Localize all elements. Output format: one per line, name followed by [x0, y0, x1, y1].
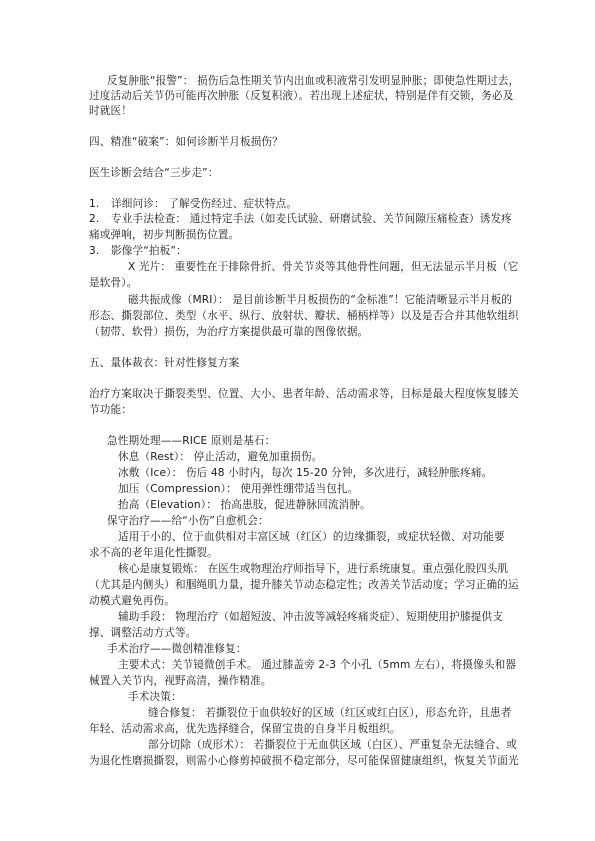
para-swelling-line-2: 过度活动后关节仍可能再次肿胀（反复积液）。若出现上述症状，特别是伴有交锁，务必及: [89, 90, 514, 102]
mri-line-2: 形态、撕裂部位、类型（水平、纵行、放射状、瓣状、桶柄样等）以及是否合并其他软组织: [89, 310, 519, 322]
rice-rest: 休息（Rest）： 停止活动，避免加重损伤。: [118, 451, 323, 463]
treatment-intro-1: 治疗方案取决于撕裂类型、位置、大小、患者年龄、活动需求等，目标是最大程度恢复膝关: [89, 388, 519, 400]
diagnosis-intro: 医生诊断会结合“三步走”：: [89, 167, 219, 179]
list-text: 详细问诊： 了解受伤经过、症状特点。: [111, 198, 298, 210]
rehab-line-1: 核心是康复锻炼： 在医生或物理治疗师指导下，进行系统康复。重点强化股四头肌: [118, 563, 509, 575]
rice-elevation: 抬高（Elevation）： 抬高患肢，促进静脉回流消肿。: [118, 499, 371, 511]
suitability-line-2: 求不高的老年退化性撕裂。: [89, 547, 218, 559]
treatment-intro-2: 节功能：: [89, 404, 132, 416]
list-item-1: [89, 197, 297, 211]
conservative-heading: 保守治疗——给“小伤”自愈机会：: [107, 515, 269, 527]
list-item-2-cont: 痛或弹响，初步判断损伤位置。: [89, 229, 240, 241]
para-swelling-line-3: 时就医！: [89, 105, 132, 117]
acute-heading: 急性期处理——RICE 原则是基石：: [107, 435, 276, 447]
surgery-heading: 手术治疗——微创精准修复：: [107, 643, 247, 655]
xray-line-1: X 光片： 重要性在于排除骨折、骨关节炎等其他骨性问题，但无法显示半月板（它: [128, 261, 519, 273]
rice-ice: 冰敷（Ice）： 伤后 48 小时内，每次 15-20 分钟，多次进行，减轻肿胀疼痛。: [118, 467, 493, 479]
suture-line-1: 缝合修复： 若撕裂位于血供较好的区域（红区或红白区），形态允许，且患者: [148, 707, 512, 719]
decision-heading: 手术决策：: [128, 691, 182, 703]
section-4-heading: 四、精准“破案”：如何诊断半月板损伤？: [89, 136, 283, 148]
para-swelling-line-1: 反复肿胀“报警”： 损伤后急性期关节内出血或积液常引发明显肿胀；即使急性期过去，: [107, 75, 520, 87]
list-number: 1.: [89, 198, 100, 210]
xray-line-2: 是软骨）。: [89, 277, 138, 289]
list-number: 2.: [89, 213, 100, 225]
suitability-line-1: 适用于小的、位于血供相对丰富区域（红区）的边缘撕裂，或症状轻微、对功能要: [118, 531, 505, 543]
procedure-line-2: 械置入关节内，视野高清，操作精准。: [89, 675, 272, 687]
mri-line-3: （韧带、软骨）损伤，为治疗方案提供最可靠的图像依据。: [89, 326, 369, 338]
list-text: 影像学“拍板”：: [111, 245, 187, 257]
procedure-line-1: 主要术式：关节镜微创手术。 通过膝盖旁 2-3 个小孔（5mm 左右），将摄像头和器: [118, 659, 517, 671]
aux-line-2: 撑、调整活动方式等。: [89, 627, 197, 639]
list-item-2: [89, 212, 512, 226]
suture-line-2: 年轻、活动需求高，优先选择缝合，保留宝贵的自身半月板组织。: [89, 723, 401, 735]
section-5-heading: 五、量体裁衣：针对性修复方案: [89, 357, 240, 369]
list-text: 专业手法检查： 通过特定手法（如麦氏试验、研磨试验、关节间隙压痛检查）诱发疼: [111, 213, 513, 225]
mri-line-1: 磁共振成像（MRI）： 是目前诊断半月板损伤的“金标准”！它能清晰显示半月板的: [128, 294, 513, 306]
rice-compression: 加压（Compression）： 使用弹性绷带适当包扎。: [118, 483, 359, 495]
rehab-line-3: 动模式避免再伤。: [89, 595, 175, 607]
partial-line-2: 为退化性磨损撕裂，则需小心修剪掉破损不稳定部分，尽可能保留健康组织，恢复关节面光: [89, 755, 519, 767]
aux-line-1: 辅助手段： 物理治疗（如超短波、冲击波等减轻疼痛炎症）、短期使用护膝提供支: [118, 611, 503, 623]
partial-line-1: 部分切除（成形术）： 若撕裂位于无血供区域（白区）、严重复杂无法缝合、或: [148, 739, 517, 751]
list-item-3: [89, 244, 187, 258]
list-number: 3.: [89, 245, 100, 257]
rehab-line-2: （尤其是内侧头）和腘绳肌力量，提升膝关节动态稳定性；改善关节活动度；学习正确的运: [89, 579, 519, 591]
